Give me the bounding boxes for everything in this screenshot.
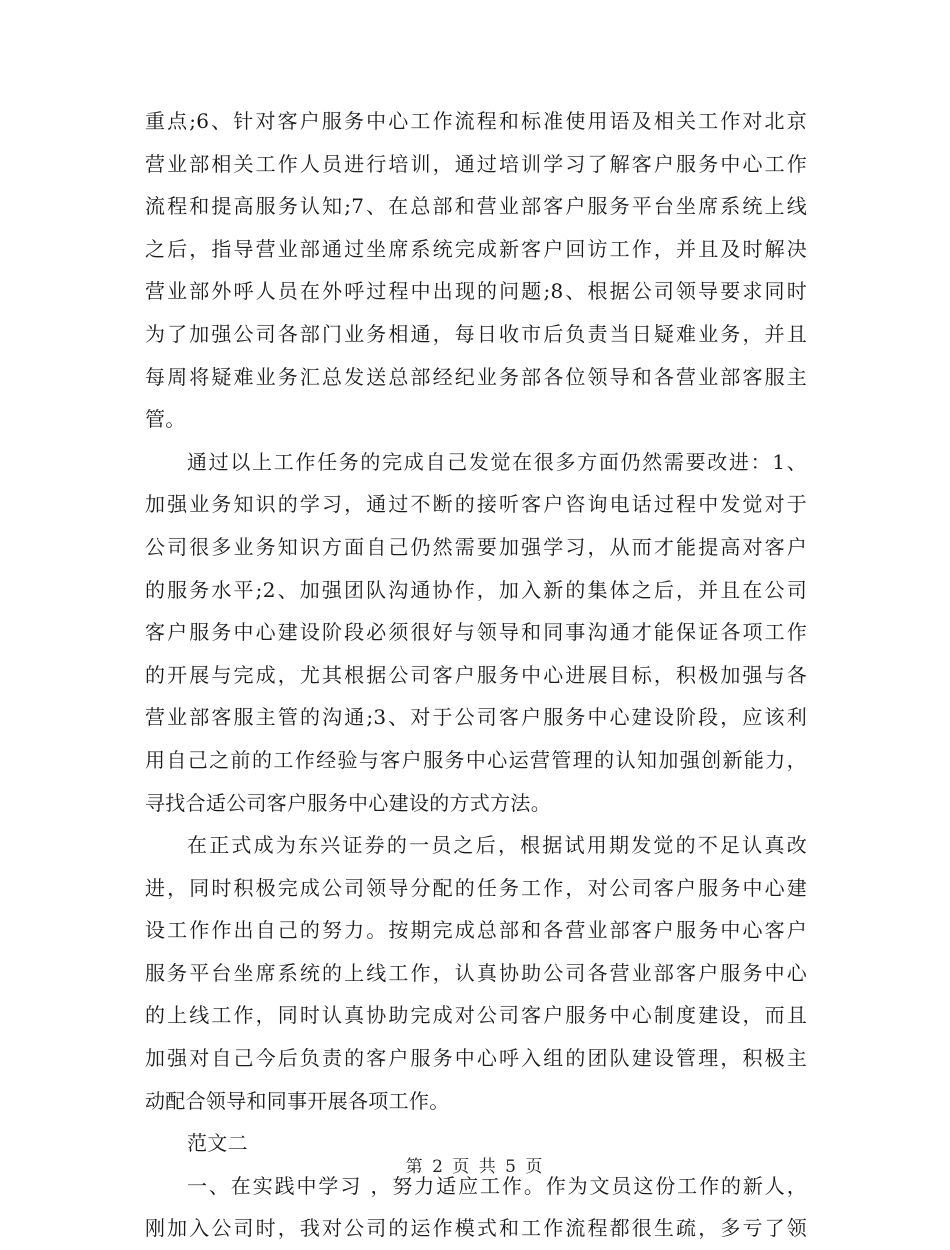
text-line: 动配合领导和同事开展各项工作。 bbox=[145, 1088, 450, 1113]
text-line: 通过以上工作任务的完成自己发觉在很多方面仍然需要改进：1、 bbox=[187, 449, 807, 474]
text-line: 在正式成为东兴证券的一员之后，根据试用期发觉的不足认真改 bbox=[187, 833, 807, 858]
text-line: 的服务水平;2、加强团队沟通协作，加入新的集体之后，并且在公司 bbox=[145, 577, 807, 602]
paragraph-5 bbox=[145, 1165, 807, 1250]
text-line: 的上线工作，同时认真协助完成对公司客户服务中心制度建设，而且 bbox=[145, 1003, 807, 1028]
paragraph-1 bbox=[145, 100, 807, 441]
text-line: 流程和提高服务认知;7、在总部和营业部客户服务平台坐席系统上线 bbox=[145, 194, 807, 219]
text-line: 寻找合适公司客户服务中心建设的方式方法。 bbox=[145, 790, 551, 815]
text-line: 刚加入公司时，我对公司的运作模式和工作流程都很生疏，多亏了领 bbox=[145, 1216, 807, 1241]
text-line: 重点;6、针对客户服务中心工作流程和标准使用语及相关工作对北京 bbox=[145, 109, 807, 133]
text-line: 进，同时积极完成公司领导分配的任务工作，对公司客户服务中心建 bbox=[145, 875, 807, 900]
text-line: 加强对自己今后负责的客户服务中心呼入组的团队建设管理，积极主 bbox=[145, 1046, 807, 1071]
text-line: 管。 bbox=[145, 407, 186, 432]
text-line: 服务平台坐席系统的上线工作，认真协助公司各营业部客户服务中心 bbox=[145, 960, 807, 985]
text-line: 营业部外呼人员在外呼过程中出现的问题;8、根据公司领导要求同时 bbox=[145, 279, 807, 304]
text-line: 之后，指导营业部通过坐席系统完成新客户回访工作，并且及时解决 bbox=[145, 236, 807, 261]
text-line: 的开展与完成，尤其根据公司客户服务中心进展目标，积极加强与各 bbox=[145, 662, 807, 687]
page-number-footer: 第 2 页 共 5 页 bbox=[405, 1157, 545, 1177]
text-line: 为了加强公司各部门业务相通，每日收市后负责当日疑难业务，并且 bbox=[145, 321, 807, 346]
text-line: 设工作作出自己的努力。按期完成总部和各营业部客户服务中心客户 bbox=[145, 918, 807, 943]
section-heading: 范文二 bbox=[187, 1131, 248, 1156]
text-line: 公司很多业务知识方面自己仍然需要加强学习，从而才能提高对客户 bbox=[145, 534, 807, 559]
paragraph-3 bbox=[145, 824, 807, 1122]
text-line: 客户服务中心建设阶段必须很好与领导和同事沟通才能保证各项工作 bbox=[145, 620, 807, 645]
text-line: 用自己之前的工作经验与客户服务中心运营管理的认知加强创新能力， bbox=[145, 747, 807, 772]
document-body bbox=[145, 100, 807, 1250]
text-line: 营业部客服主管的沟通;3、对于公司客户服务中心建设阶段，应该利 bbox=[145, 705, 807, 730]
paragraph-2 bbox=[145, 441, 807, 824]
text-line: 每周将疑难业务汇总发送总部经纪业务部各位领导和各营业部客服主 bbox=[145, 364, 807, 389]
text-line: 一、在实践中学习 ，努力适应工作。作为文员这份工作的新人， bbox=[187, 1173, 807, 1198]
text-line: 加强业务知识的学习，通过不断的接听客户咨询电话过程中发觉对于 bbox=[145, 492, 807, 517]
text-line: 营业部相关工作人员进行培训，通过培训学习了解客户服务中心工作 bbox=[145, 151, 807, 176]
